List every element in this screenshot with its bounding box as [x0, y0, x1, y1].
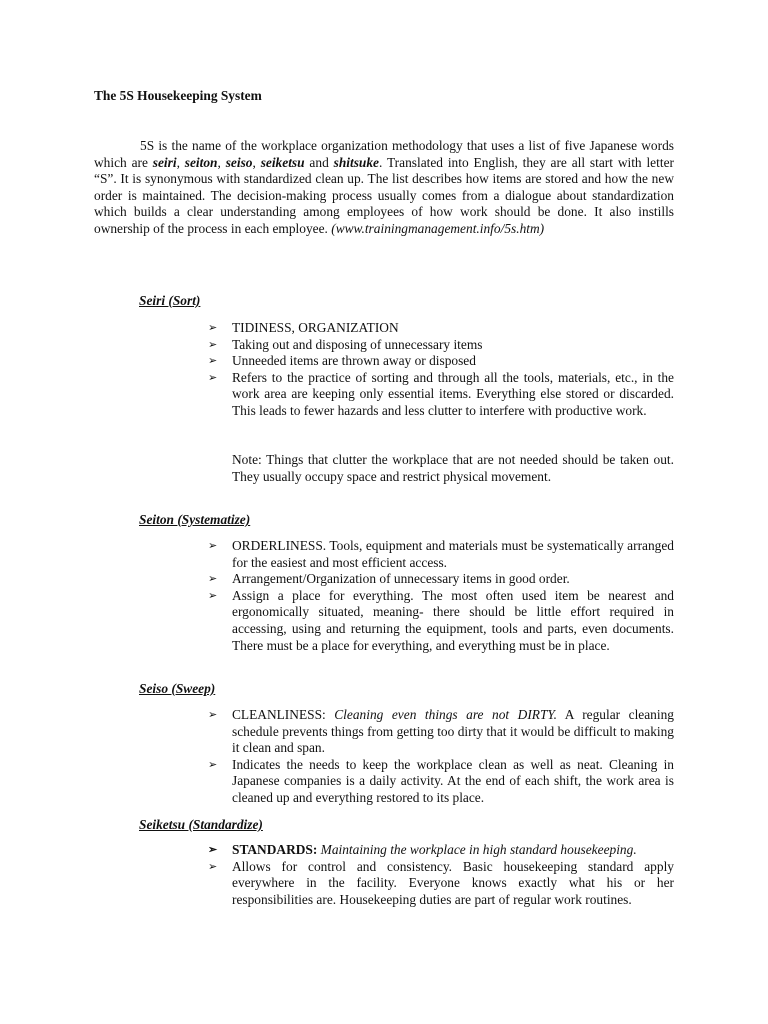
- list-item: [206, 859, 674, 909]
- arrow-bullet-icon: ➢: [208, 758, 218, 771]
- list-item-text: Arrangement/Organization of unnecessary items in good order.: [232, 571, 570, 587]
- arrow-bullet-icon: ➢: [208, 338, 218, 351]
- list-item: [206, 571, 674, 588]
- term-seiri: seiri: [152, 154, 177, 170]
- list-item-text: A regular cleaning schedule prevents things from getting too dirty that it would be difficult to making it clean and span.: [232, 707, 674, 756]
- arrow-bullet-icon: ➢: [208, 709, 218, 721]
- list-item: [206, 588, 674, 654]
- heading-seiso: Seiso (Sweep): [139, 681, 216, 696]
- heading-seiri: Seiri (Sort): [139, 293, 201, 308]
- list-item-text: Allows for control and consistency. Basic housekeeping standard apply everywhere in the facility. Everyone knows exactly what his or her responsibilities are. Housekeeping duties are part of regular work routines.: [232, 858, 674, 907]
- list-item-text: TIDINESS, ORGANIZATION: [232, 320, 399, 335]
- list-item: [206, 707, 674, 757]
- list-item: [206, 320, 674, 337]
- list-item: [206, 538, 674, 571]
- seiri-list: [206, 320, 674, 420]
- arrow-bullet-icon: ➢: [208, 371, 218, 384]
- list-item-text: ORDERLINESS. Tools, equipment and materials must be systematically arranged for the easiest and most efficient access.: [232, 538, 674, 570]
- arrow-bullet-icon: ➢: [208, 540, 218, 552]
- list-item: [206, 842, 674, 859]
- arrow-bullet-icon: ➢: [208, 573, 218, 586]
- arrow-bullet-icon: ➢: [208, 589, 218, 602]
- intro-sep: ,: [217, 154, 226, 170]
- list-item: [206, 337, 674, 354]
- intro-sep: ,: [176, 154, 185, 170]
- cleanliness-label: CLEANLINESS:: [232, 707, 335, 722]
- standards-label: STANDARDS:: [232, 842, 318, 857]
- heading-seiketsu: Seiketsu (Standardize): [139, 817, 263, 832]
- term-shitsuke: shitsuke: [333, 154, 380, 170]
- cleanliness-emphasis: Cleaning even things are not DIRTY.: [334, 707, 557, 722]
- term-seiso: seiso: [225, 154, 253, 170]
- arrow-bullet-icon: ➢: [208, 844, 218, 856]
- term-seiketsu: seiketsu: [260, 154, 305, 170]
- list-item-text: Indicates the needs to keep the workplace clean as well as neat. Cleaning in Japanese companies is a daily activity. At the end of each shift, the work area is cleaned up and everything restored to its place.: [232, 756, 674, 805]
- list-item-text: Assign a place for everything. The most often used item be nearest and ergonomically situated, meaning- there should be little effort required in accessing, using and returning the equipment, tools and parts, even documents. There must be a place for everything, and everything must be in place.: [232, 587, 674, 653]
- seiketsu-list: [206, 842, 674, 908]
- seiton-list: [206, 538, 674, 654]
- list-item-text: Unneeded items are thrown away or disposed: [232, 353, 476, 369]
- list-item: [206, 370, 674, 420]
- list-item-text: Refers to the practice of sorting and through all the tools, materials, etc., in the work area are keeping only essential items. Everything else stored or discarded. This leads to fewer hazards and less clutter to interfere with productive work.: [232, 369, 674, 418]
- arrow-bullet-icon: ➢: [208, 355, 218, 368]
- seiso-list: [206, 707, 674, 807]
- document-title: The 5S Housekeeping System: [94, 88, 262, 103]
- intro-source: (www.trainingmanagement.info/5s.htm): [331, 220, 545, 236]
- intro-text-1: 5S is the name of the workplace organization methodology that uses a list of five Japanese words which are: [94, 138, 674, 170]
- standards-emphasis: Maintaining the workplace in high standard housekeeping.: [317, 842, 637, 857]
- list-item: [206, 353, 674, 370]
- list-item-text: Taking out and disposing of unnecessary items: [232, 336, 483, 352]
- intro-paragraph: [94, 138, 674, 238]
- term-seiton: seiton: [184, 154, 218, 170]
- intro-sep: ,: [252, 154, 261, 170]
- seiri-note: Note: Things that clutter the workplace that are not needed should be taken out. They usually occupy space and restrict physical movement.: [232, 452, 674, 484]
- heading-seiton: Seiton (Systematize): [139, 512, 251, 527]
- list-item: [206, 757, 674, 807]
- intro-text-2: . Translated into English, they are all start with letter “S”. It is synonymous with standardized clean up. The list describes how items are stored and how the new order is maintained. The decision-making process usually comes from a dialogue about standardization which builds a clear understanding among employees of how work should be done. It also instills ownership of the process in each employee.: [94, 154, 674, 236]
- arrow-bullet-icon: ➢: [208, 860, 218, 873]
- arrow-bullet-icon: ➢: [208, 322, 218, 334]
- intro-sep: and: [304, 154, 334, 170]
